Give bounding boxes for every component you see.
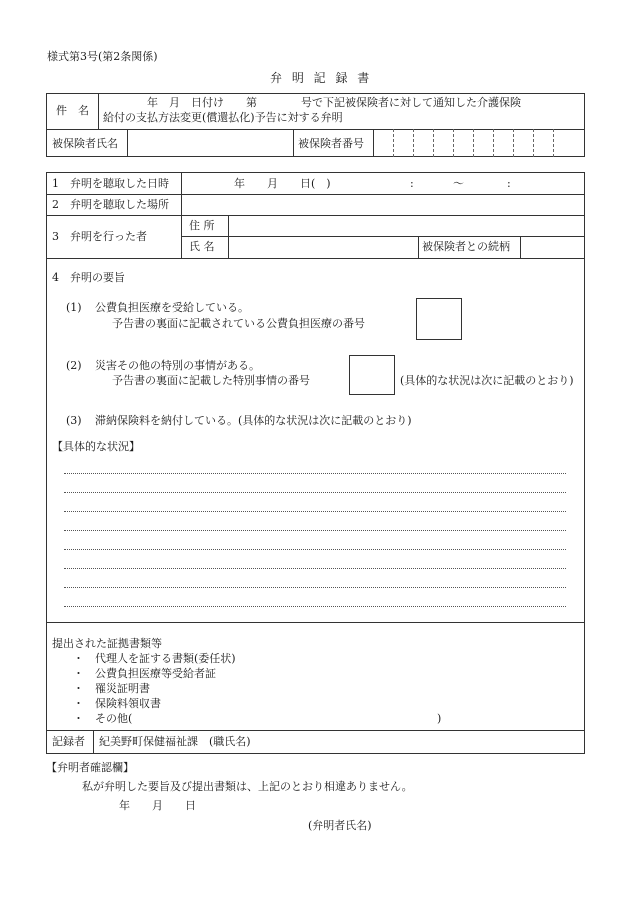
signature-label: (弁明者氏名) — [308, 819, 372, 832]
page-title: 弁 明 記 録 書 — [270, 71, 373, 85]
time-colon-start: : — [410, 177, 414, 190]
time-colon-end: : — [507, 177, 511, 190]
place-label: 2 弁明を聴取した場所 — [52, 198, 169, 211]
person-label: 3 弁明を行った者 — [52, 230, 147, 243]
detail-line[interactable] — [64, 606, 566, 607]
detail-line[interactable] — [64, 473, 566, 474]
bullet: ・ — [73, 667, 84, 680]
bullet: ・ — [73, 682, 84, 695]
detail-line[interactable] — [64, 549, 566, 550]
detail-line[interactable] — [64, 530, 566, 531]
item2-number: (2) — [66, 359, 82, 372]
item2-number-box[interactable] — [349, 355, 395, 395]
confirmation-statement: 私が弁明した要旨及び提出書類は、上記のとおり相違ありません。 — [82, 780, 413, 793]
subject-label: 件 名 — [56, 104, 89, 117]
address-label: 住 所 — [189, 219, 215, 232]
recorder-value: 紀美野町保健福祉課 (職氏名) — [99, 735, 251, 748]
item2-note: (具体的な状況は次に記載のとおり) — [400, 374, 574, 387]
detail-heading: 【具体的な状況】 — [52, 440, 140, 453]
item1-text: 公費負担医療を受給している。 — [95, 301, 249, 314]
name-label: 氏 名 — [189, 240, 215, 253]
confirmation-heading: 【弁明者確認欄】 — [46, 761, 134, 774]
insured-number-label: 被保険者番号 — [298, 137, 364, 150]
evidence-other: その他( — [95, 712, 133, 725]
datetime-value: 年 月 日( ) — [234, 177, 331, 190]
confirmation-date: 年 月 日 — [119, 799, 196, 812]
evidence-other-close: ) — [437, 712, 442, 725]
detail-line[interactable] — [64, 568, 566, 569]
evidence-item: 保険料領収書 — [95, 697, 161, 710]
evidence-heading: 提出された証拠書類等 — [52, 637, 162, 650]
detail-line[interactable] — [64, 511, 566, 512]
summary-heading: 4 弁明の要旨 — [52, 271, 125, 284]
subject-line2: 給付の支払方法変更(償還払化)予告に対する弁明 — [103, 111, 343, 124]
item1-number-box[interactable] — [416, 298, 462, 340]
evidence-item: 代理人を証する書類(委任状) — [95, 652, 236, 665]
detail-line[interactable] — [64, 587, 566, 588]
insured-name-label: 被保険者氏名 — [52, 137, 118, 150]
form-number: 様式第3号(第2条関係) — [47, 50, 158, 63]
item1-subtext: 予告書の裏面に記載されている公費負担医療の番号 — [112, 317, 365, 330]
detail-line[interactable] — [64, 492, 566, 493]
bullet: ・ — [73, 697, 84, 710]
bullet: ・ — [73, 712, 84, 725]
item3-number: (3) — [66, 414, 82, 427]
item1-number: (1) — [66, 301, 82, 314]
recorder-label: 記録者 — [52, 735, 85, 748]
evidence-item: 公費負担医療等受給者証 — [95, 667, 216, 680]
time-tilde: ～ — [453, 177, 464, 190]
relation-label: 被保険者との続柄 — [422, 240, 510, 253]
datetime-label: 1 弁明を聴取した日時 — [52, 177, 169, 190]
item2-text: 災害その他の特別の事情がある。 — [95, 359, 260, 372]
bullet: ・ — [73, 652, 84, 665]
item2-subtext: 予告書の裏面に記載した特別事情の番号 — [112, 374, 310, 387]
evidence-item: 罹災証明書 — [95, 682, 150, 695]
subject-line1: 年 月 日付け 第 号で下記被保険者に対して通知した介護保険 — [147, 96, 521, 109]
item3-text: 滞納保険料を納付している。(具体的な状況は次に記載のとおり) — [95, 414, 412, 427]
